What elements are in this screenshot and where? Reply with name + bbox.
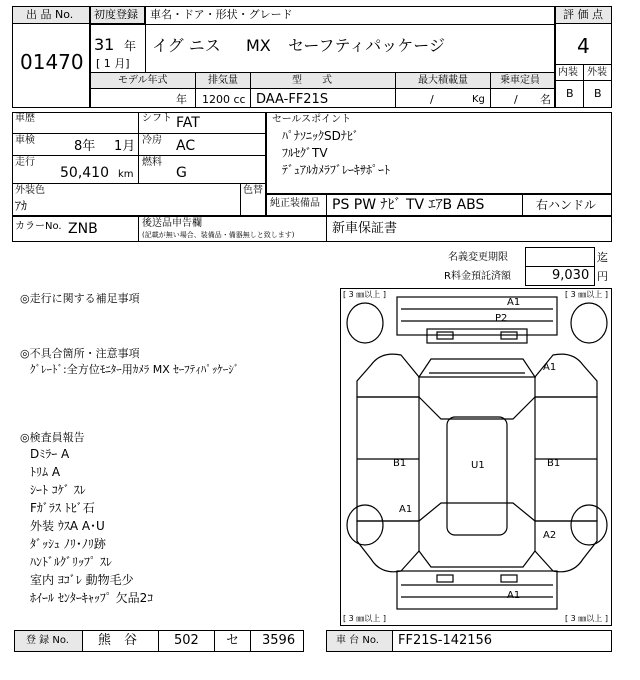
inspector-item: ｼｰﾄ ｺｹﾞ ｽﾚ xyxy=(30,483,86,497)
sales-point-1: ﾊﾟﾅｿﾆｯｸSDﾅﾋﾞ xyxy=(282,129,359,143)
warranty-value: 新車保証書 xyxy=(332,221,398,236)
reg-month: [ 1 月] xyxy=(96,57,130,70)
sales-point-2: ﾌﾙｾｸﾞTV xyxy=(282,146,328,160)
plate-class: 502 xyxy=(174,633,199,648)
inspector-item: ﾎｲｰﾙ ｾﾝﾀｰｷｬｯﾌﾟ 欠品2ｺ xyxy=(30,591,154,605)
inspector-title: ◎検査員報告 xyxy=(20,431,85,444)
color-change-label: 色替 xyxy=(243,185,263,196)
color-no-block xyxy=(12,216,612,242)
model-year-label: モデル年式 xyxy=(118,75,168,86)
reg-year: 31 xyxy=(94,35,115,54)
exterior-label: 外装 xyxy=(587,67,607,78)
ext-color-value: ｱｶ xyxy=(15,199,28,213)
shift-label: シフト xyxy=(142,113,172,124)
chassis-label: 車 台 No. xyxy=(336,635,379,646)
inspector-item: ﾊﾝﾄﾞﾙｸﾞﾘｯﾌﾟ ｽﾚ xyxy=(30,555,112,569)
car-outline xyxy=(341,289,613,627)
aftermarket-note: (記載が無い場合、装備品・備器無しと致します) xyxy=(142,231,295,239)
aftermarket-label: 後送品申告欄 xyxy=(142,218,202,229)
recycle-unit: 円 xyxy=(597,270,608,283)
tire-label-rear-left: [ 3 ㎜以上 ] xyxy=(343,614,386,623)
sales-points-label: セールスポイント xyxy=(272,114,352,125)
damage-mark: U1 xyxy=(471,460,485,471)
reg-year-unit: 年 xyxy=(124,39,137,53)
inspection-year: 8年 xyxy=(74,139,96,154)
inspector-item: 室内 ﾖｺﾞﾚ 動物毛少 xyxy=(30,573,134,587)
lot-label: 出 品 No. xyxy=(26,8,74,21)
recycle-value: 9,030 xyxy=(552,268,590,283)
load-unit: Kg xyxy=(472,94,485,105)
chassis-number: FF21S-142156 xyxy=(398,633,493,648)
plate-kana: セ xyxy=(226,633,240,648)
inspector-item: ﾄﾘﾑ A xyxy=(30,465,61,479)
inspector-item: 外装 ｳｽA A･U xyxy=(30,519,105,533)
model-year-unit: 年 xyxy=(176,93,187,106)
recycle-label: R料金預託済額 xyxy=(444,271,511,282)
damage-mark: A1 xyxy=(507,590,521,601)
fuel-label: 燃料 xyxy=(142,157,162,168)
inspection-label: 車検 xyxy=(15,135,35,146)
name-change-label: 名義変更期限 xyxy=(448,252,508,263)
tire-label-front-left: [ 3 ㎜以上 ] xyxy=(343,290,386,299)
damage-mark: A1 xyxy=(507,297,521,308)
max-load-label: 最大積載量 xyxy=(418,75,468,86)
equipment-items: PS PW ﾅﾋﾞ TV ｴｱB ABS xyxy=(332,197,485,213)
car-name: イグ ニス xyxy=(152,36,221,55)
equipment-label: 純正装備品 xyxy=(270,198,320,209)
car-diagram xyxy=(340,288,612,626)
sales-point-3: ﾃﾞｭｱﾙｶﾒﾗﾌﾞﾚｰｷｻﾎﾟｰﾄ xyxy=(282,163,391,177)
damage-mark: B1 xyxy=(547,458,561,469)
color-no-label: カラーNo. xyxy=(15,221,62,232)
history-label: 車歴 xyxy=(15,113,35,124)
steering-value: 右ハンドル xyxy=(536,198,597,212)
mileage-label: 走行 xyxy=(15,157,35,168)
score-value: 4 xyxy=(577,34,590,58)
capacity-unit: 名 xyxy=(540,93,551,106)
defects-text: ｸﾞﾚｰﾄﾞ:全方位ﾓﾆﾀｰ用ｶﾒﾗ MX ｾｰﾌﾃｨﾊﾟｯｹｰｼﾞ xyxy=(30,363,240,376)
damage-mark: A1 xyxy=(543,362,557,373)
plate-number: 3596 xyxy=(262,633,296,648)
inspector-item: Dﾐﾗｰ A xyxy=(30,447,70,461)
tire-label-front-right: [ 3 ㎜以上 ] xyxy=(565,290,608,299)
inspector-item: ﾀﾞｯｼｭ ﾉﾘ･ﾉﾘ跡 xyxy=(30,537,106,551)
name-change-unit: 迄 xyxy=(597,251,608,264)
fuel-value: G xyxy=(176,165,187,181)
car-package: セーフティパッケージ xyxy=(288,36,445,55)
defects-title: ◎不具合箇所・注意事項 xyxy=(20,347,140,360)
reg-no-label: 登 録 No. xyxy=(26,635,69,646)
displacement: 1200 cc xyxy=(202,93,246,106)
displacement-label: 排気量 xyxy=(208,75,238,86)
name-label: 車名・ドア・形状・グレード xyxy=(150,8,293,21)
load-slash: / xyxy=(430,93,434,106)
damage-mark: A2 xyxy=(543,530,557,541)
reg-label: 初度登録 xyxy=(94,8,138,21)
inspector-item: Fｶﾞﾗｽ ﾄﾋﾞ石 xyxy=(30,501,95,515)
plate-region: 熊 谷 xyxy=(98,633,138,648)
ac-value: AC xyxy=(176,138,196,154)
exterior-score: B xyxy=(594,87,602,100)
type-label: 型 式 xyxy=(292,75,332,86)
score-label: 評 価 点 xyxy=(563,8,603,21)
ext-color-label: 外装色 xyxy=(15,185,45,196)
name-change-box xyxy=(525,247,595,267)
mileage-unit: km xyxy=(118,169,134,180)
color-no-value: ZNB xyxy=(68,221,98,237)
interior-label: 内装 xyxy=(558,67,578,78)
interior-score: B xyxy=(566,87,574,100)
capacity-label: 乗車定員 xyxy=(500,75,540,86)
inspection-month: 1月 xyxy=(114,139,136,154)
tire-label-rear-right: [ 3 ㎜以上 ] xyxy=(565,614,608,623)
mileage-value: 50,410 xyxy=(60,165,109,181)
type-code: DAA-FF21S xyxy=(256,92,329,107)
damage-mark: P2 xyxy=(495,313,508,324)
ac-label: 冷房 xyxy=(142,135,162,146)
lot-number: 01470 xyxy=(20,50,84,74)
damage-mark: B1 xyxy=(393,458,407,469)
car-grade: MX xyxy=(246,36,271,55)
damage-mark: A1 xyxy=(399,504,413,515)
details-block xyxy=(12,112,266,216)
driving-notes-title: ◎走行に関する補足事項 xyxy=(20,292,140,305)
shift-value: FAT xyxy=(176,115,200,131)
capacity-slash: / xyxy=(514,93,518,106)
